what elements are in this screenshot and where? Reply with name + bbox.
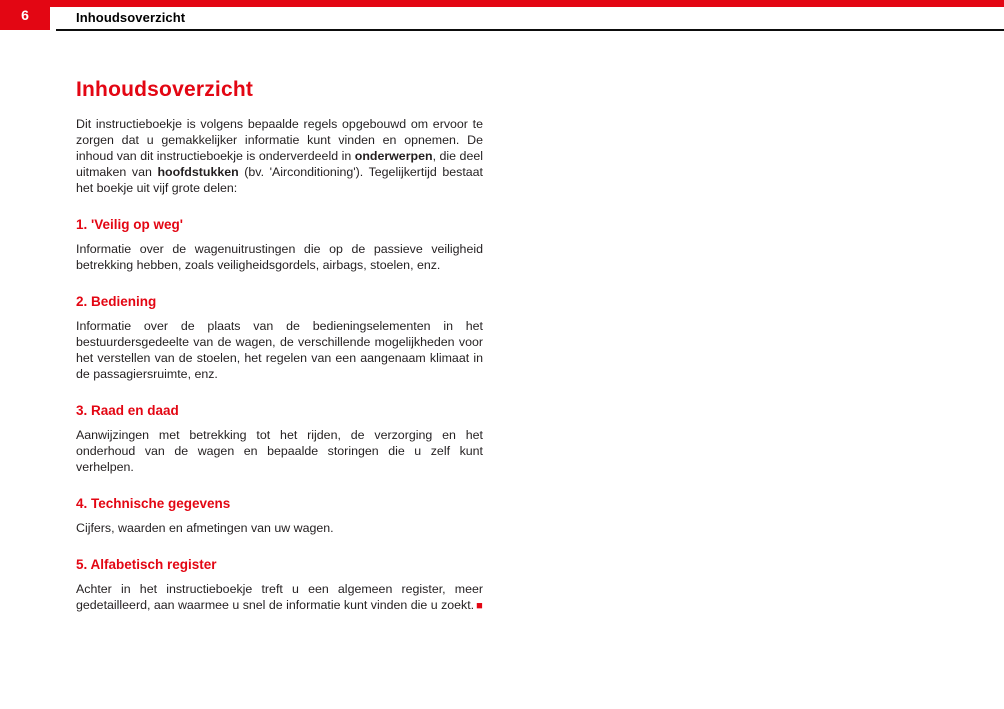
intro-text: , die deel uitmaken van	[76, 149, 483, 179]
section-body-5-text: Achter in het instructieboekje treft u een algemeen register, meer gedetailleerd, aan waarmee u snel de informatie kunt vinden die u zoekt.	[76, 582, 483, 612]
header-divider	[56, 29, 1004, 31]
page-number-badge: 6	[0, 0, 50, 30]
page-title: Inhoudsoverzicht	[76, 78, 254, 101]
content-column	[76, 78, 483, 614]
section-end-marker: ■	[476, 600, 483, 612]
section-body-4: Cijfers, waarden en afmetingen van uw wagen.	[76, 521, 334, 535]
section-heading-3: 3. Raad en daad	[76, 403, 179, 418]
section-body-1: Informatie over de wagenuitrustingen die op de passieve veiligheid betrekking hebben, zoals veiligheidsgordels, airbags, stoelen, enz.	[76, 242, 483, 272]
section-heading-4: 4. Technische gegevens	[76, 496, 231, 511]
section-heading-2: 2. Bediening	[76, 294, 157, 309]
intro-bold-onderwerpen: onderwerpen	[354, 149, 433, 163]
section-body-5	[76, 581, 483, 614]
top-red-strip	[0, 0, 1004, 7]
header-title: Inhoudsoverzicht	[76, 10, 186, 25]
section-body-3: Aanwijzingen met betrekking tot het rijden, de verzorging en het onderhoud van de wagen en bepaalde storingen die u zelf kunt verhelpen.	[76, 428, 483, 474]
section-body-2: Informatie over de plaats van de bedieningselementen in het bestuurdersgedeelte van de wagen, de verschillende mogelijkheden voor het verstellen van de stoelen, het regelen van een aangenaam klimaat in de passagiersruimte, enz.	[76, 319, 483, 381]
intro-bold-hoofdstukken: hoofdstukken	[157, 165, 239, 179]
section-heading-1: 1. 'Veilig op weg'	[76, 217, 183, 232]
intro-text: Dit instructieboekje is volgens bepaalde regels opgebouwd om ervoor te zorgen dat u gemakkelijker informatie kunt vinden en opnemen. De inhoud van dit instructieboekje is onderverdeeld in	[76, 117, 483, 163]
intro-paragraph	[76, 116, 483, 196]
section-heading-5: 5. Alfabetisch register	[76, 557, 217, 572]
intro-text: (bv. 'Airconditioning'). Tegelijkertijd bestaat het boekje uit vijf grote delen:	[76, 165, 483, 195]
